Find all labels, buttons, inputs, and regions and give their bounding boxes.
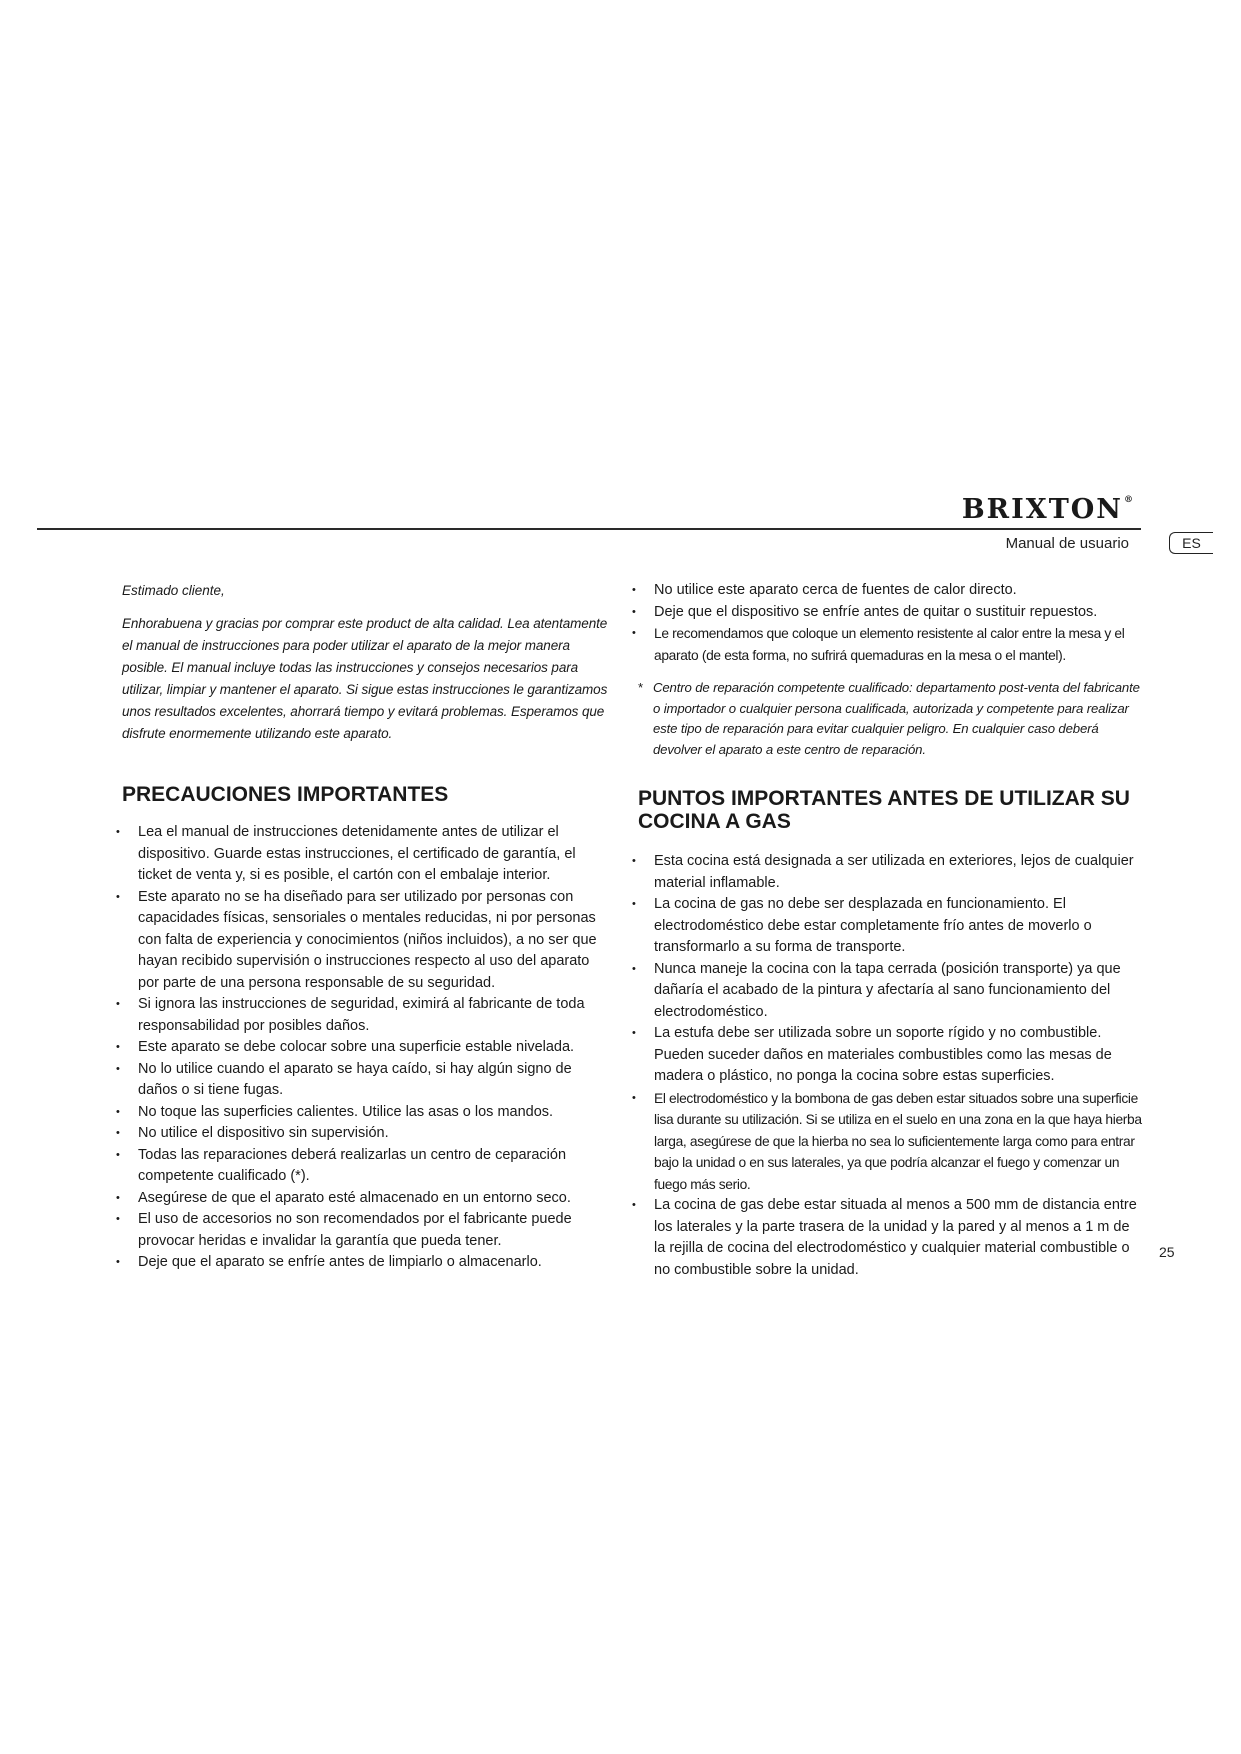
list-item: • Todas las reparaciones deberá realizarlas un centro de ceparación competente cualificado (*).	[122, 1145, 612, 1188]
continued-precautions-list	[638, 580, 1143, 666]
page-number: 25	[1159, 1244, 1175, 1260]
header-rule	[37, 528, 1141, 530]
list-item: • Deje que el aparato se enfríe antes de limpiarlo o almacenarlo.	[122, 1252, 612, 1274]
manual-label: Manual de usuario	[1005, 535, 1129, 552]
brand-name: BRIXTON	[961, 494, 1123, 525]
list-item: • Este aparato no se ha diseñado para ser utilizado por personas con capacidades físicas, sensoriales o mentales reducidas, ni por personas con falta de experiencia y conocimientos (niños incluidos), a no ser que hayan recibido supervisión o instrucciones respecto al uso del aparato por parte de una persona responsable de su seguridad.	[122, 887, 612, 995]
brand-logo	[962, 494, 1133, 525]
precautions-list	[122, 822, 612, 1274]
list-item: • No toque las superficies calientes. Utilice las asas o los mandos.	[122, 1102, 612, 1124]
list-item: • Nunca maneje la cocina con la tapa cerrada (posición transporte) ya que dañaría el acabado de la pintura y afectaría al sano funcionamiento del electrodoméstico.	[638, 959, 1143, 1024]
list-item: • No utilice el dispositivo sin supervisión.	[122, 1123, 612, 1145]
note-asterisk: *	[638, 680, 643, 695]
before-use-list	[638, 851, 1143, 1281]
list-item: • Le recomendamos que coloque un elemento resistente al calor entre la mesa y el aparato (de esta forma, no sufrirá quemaduras en la mesa o el mantel).	[638, 623, 1143, 666]
list-item: • Lea el manual de instrucciones detenidamente antes de utilizar el dispositivo. Guarde estas instrucciones, el certificado de garantía, el ticket de venta y, si es posible, el cartón con el embalaje interior.	[122, 822, 612, 887]
list-item: • No lo utilice cuando el aparato se haya caído, si hay algún signo de daños o si tiene fugas.	[122, 1059, 612, 1102]
language-badge: ES	[1169, 532, 1213, 554]
list-item: • Deje que el dispositivo se enfríe antes de quitar o sustituir repuestos.	[638, 602, 1143, 624]
repair-center-note	[638, 678, 1143, 760]
list-item: • Si ignora las instrucciones de seguridad, eximirá al fabricante de toda responsabilidad por posibles daños.	[122, 994, 612, 1037]
right-column	[638, 580, 1143, 1281]
intro-paragraph: Enhorabuena y gracias por comprar este product de alta calidad. Lea atentamente el manual de instrucciones para poder utilizar el aparato de la mejor manera posible. El manual incluye todas las instrucciones y consejos necesarios para utilizar, limpiar y mantener el aparato. Si sigue estas instrucciones le garantizamos unos resultados excelentes, ahorrará tiempo y evitará problemas. Esperamos que disfrute enormemente utilizando este aparato.	[122, 616, 608, 741]
list-item: • La estufa debe ser utilizada sobre un soporte rígido y no combustible. Pueden suceder daños en materiales combustibles como las mesas de madera o plástico, no ponga la cocina sobre estas superficies.	[638, 1023, 1143, 1088]
note-text: Centro de reparación competente cualificado: departamento post-venta del fabricante o importador o cualquier persona cualificada, autorizada y competente para realizar este tipo de reparación para evitar cualquier peligro. En cualquier caso deberá devolver el aparato a este centro de reparación.	[653, 680, 1140, 757]
registered-mark: ®	[1124, 495, 1133, 505]
list-item: • Asegúrese de que el aparato esté almacenado en un entorno seco.	[122, 1188, 612, 1210]
left-column	[122, 580, 612, 1274]
list-item: • Esta cocina está designada a ser utilizada en exteriores, lejos de cualquier material inflamable.	[638, 851, 1143, 894]
before-use-heading: PUNTOS IMPORTANTES ANTES DE UTILIZAR SU COCINA A GAS	[638, 787, 1130, 833]
list-item: • Este aparato se debe colocar sobre una superficie estable nivelada.	[122, 1037, 612, 1059]
list-item: • La cocina de gas no debe ser desplazada en funcionamiento. El electrodoméstico debe estar completamente frío antes de moverlo o transformarlo a su forma de transporte.	[638, 894, 1143, 959]
list-item: • No utilice este aparato cerca de fuentes de calor directo.	[638, 580, 1143, 602]
list-item: • El electrodoméstico y la bombona de gas deben estar situados sobre una superficie lisa durante su utilización. Si se utiliza en el suelo en una zona en la que haya hierba larga, asegúrese de que la hierba no sea lo suficientemente larga como para entrar bajo la unidad o en sus laterales, ya que podría alcanzar el fuego y comenzar un fuego más serio.	[638, 1088, 1143, 1196]
greeting: Estimado cliente,	[122, 583, 225, 598]
precautions-heading: PRECAUCIONES IMPORTANTES	[122, 783, 449, 806]
list-item: • El uso de accesorios no son recomendados por el fabricante puede provocar heridas e invalidar la garantía que pueda tener.	[122, 1209, 612, 1252]
list-item: • La cocina de gas debe estar situada al menos a 500 mm de distancia entre los laterales y la parte trasera de la unidad y la pared y al menos a 1 m de la rejilla de cocina del electrodoméstico y cualquier material combustible o no combustible sobre la unidad.	[638, 1195, 1143, 1281]
